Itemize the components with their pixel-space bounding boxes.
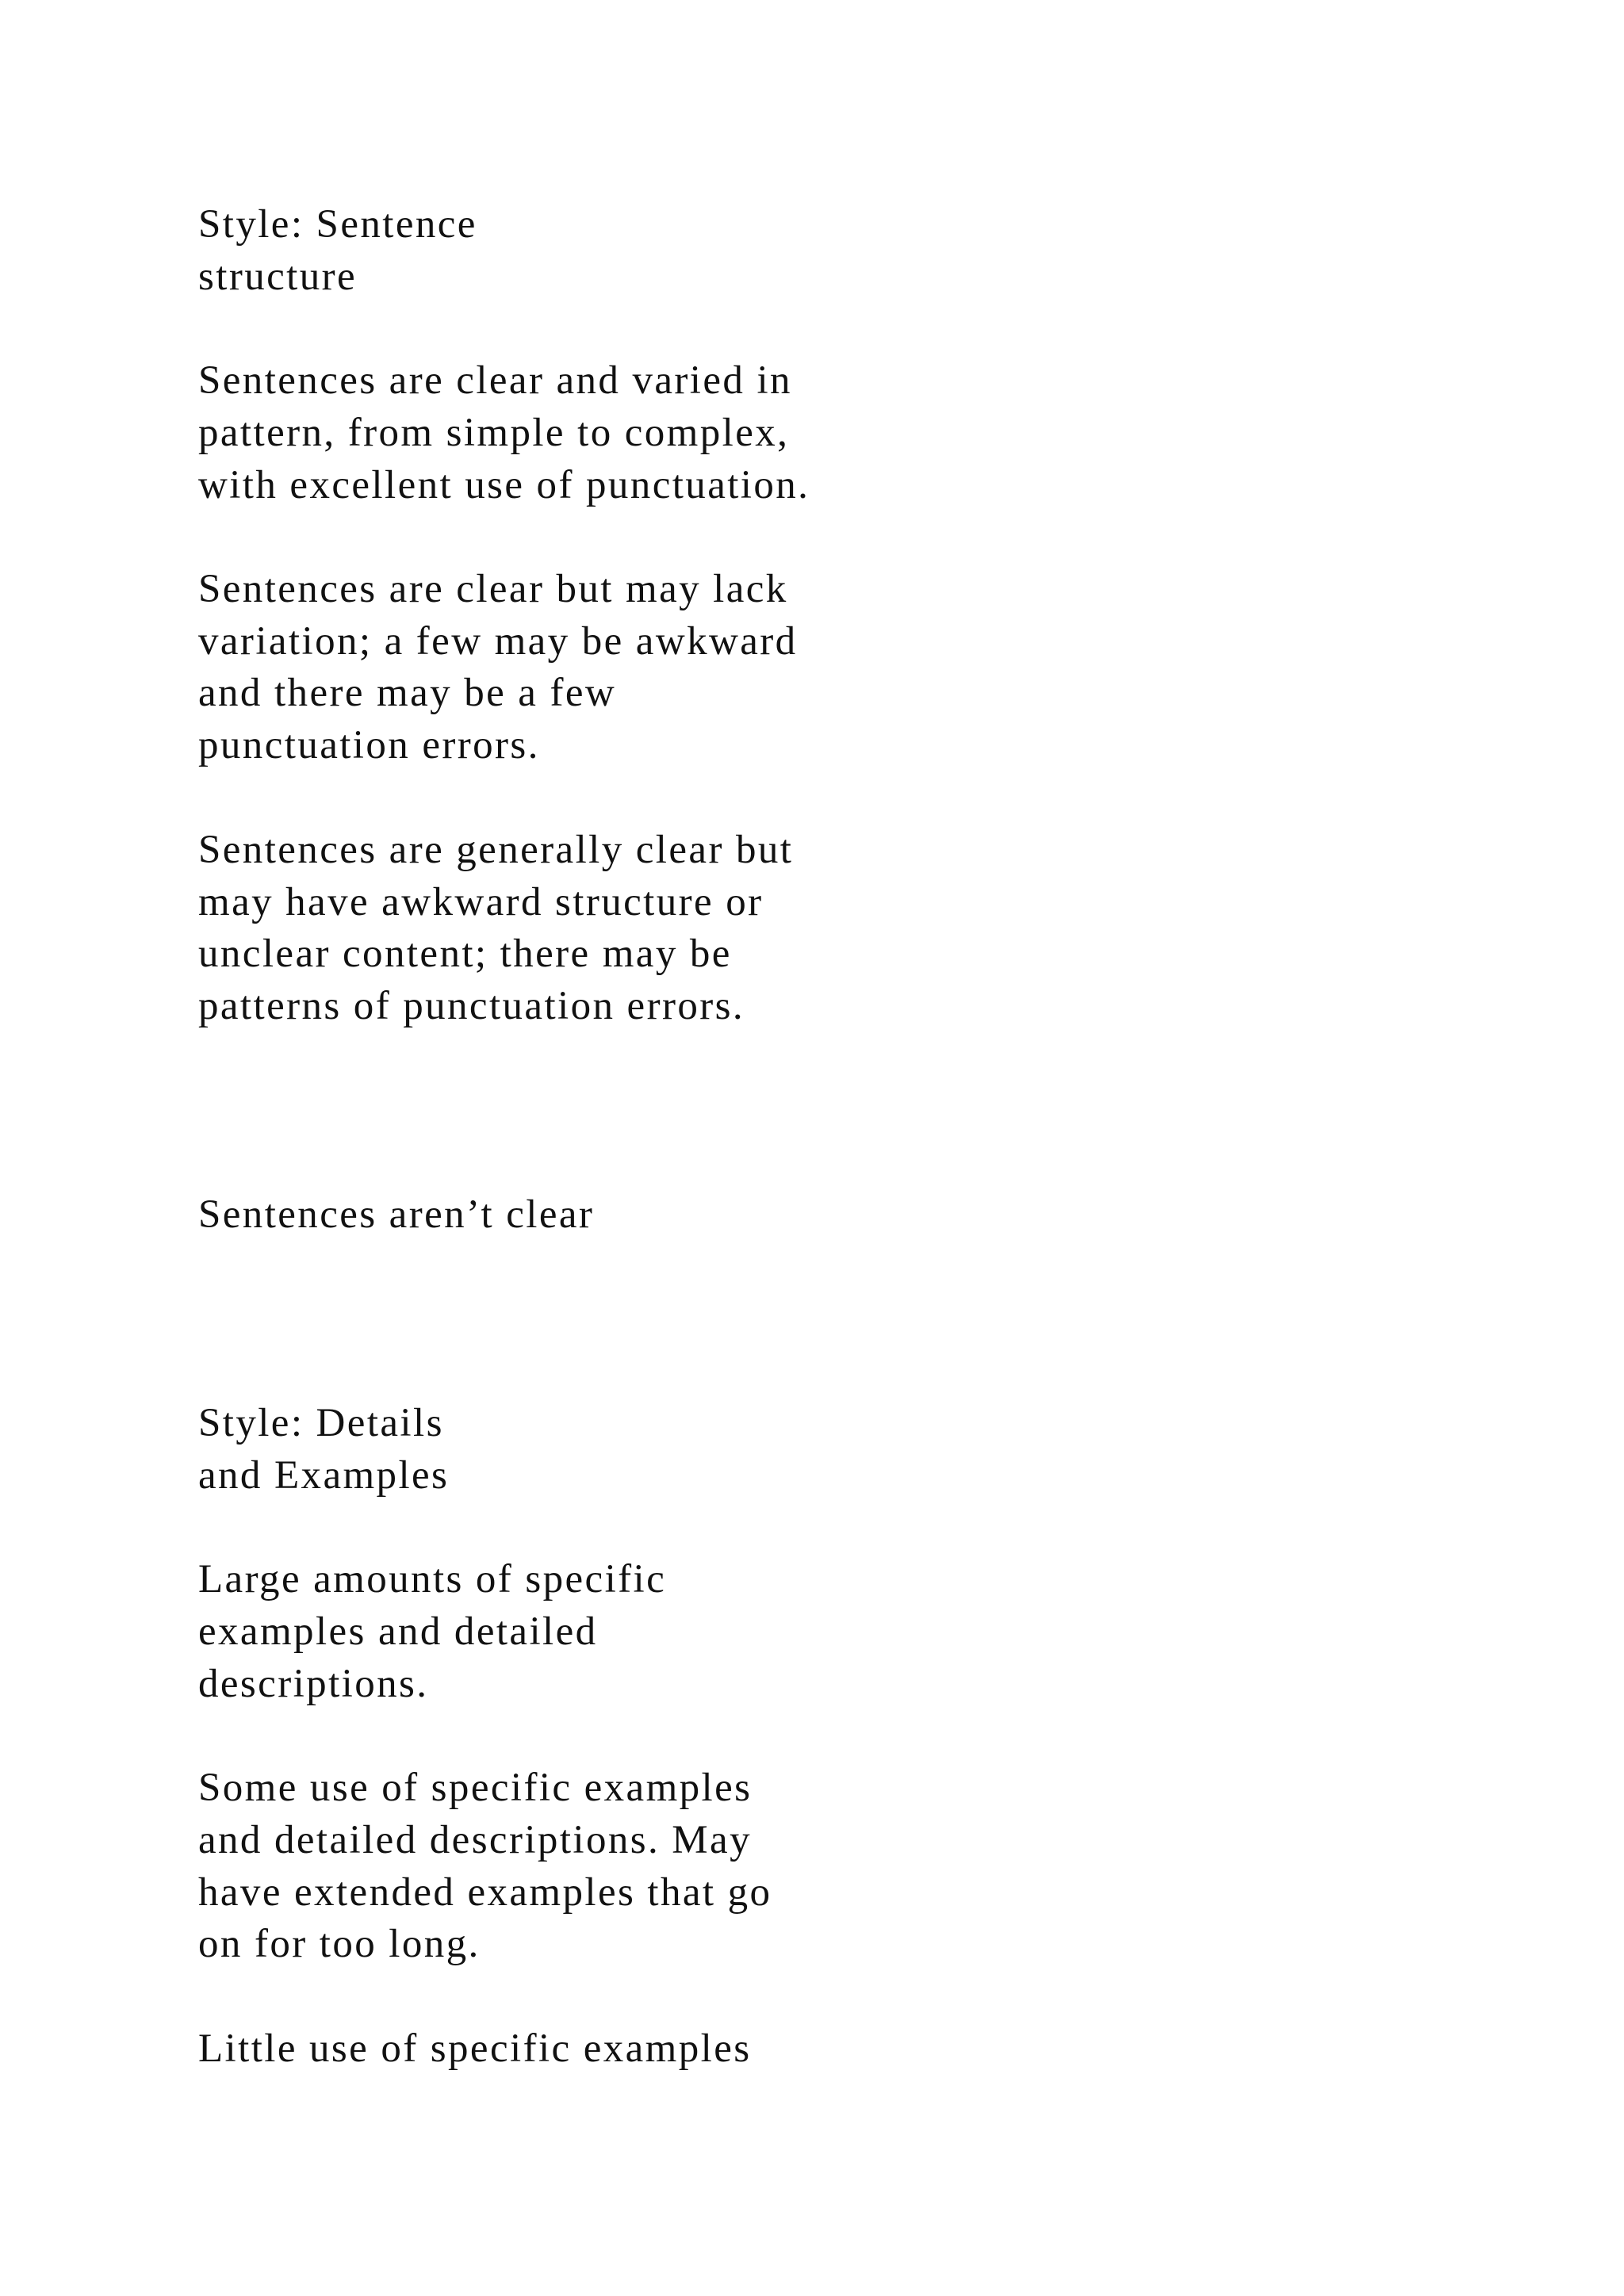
section-heading-details-examples-line-2: and Examples — [198, 1453, 450, 1498]
criterion-text-line: with excellent use of punctuation. — [198, 463, 810, 507]
criterion-text-line: patterns of punctuation errors. — [198, 984, 745, 1028]
section-heading-details-examples-line-1: Style: Details — [198, 1401, 444, 1445]
criterion-text-line: on for too long. — [198, 1922, 481, 1966]
criterion-text-line: Sentences are clear and varied in — [198, 358, 792, 403]
criterion-text-line: variation; a few may be awkward — [198, 619, 798, 664]
criterion-text-line: may have awkward structure or — [198, 880, 764, 924]
criterion-text-line: have extended examples that go — [198, 1870, 772, 1915]
criterion-text-line: Some use of specific examples — [198, 1766, 753, 1810]
section-heading-sentence-structure-line-2: structure — [198, 254, 358, 299]
criterion-text-line: Sentences are generally clear but — [198, 828, 794, 872]
criterion-text-line: Little use of specific examples — [198, 2026, 752, 2071]
criterion-text-line: Sentences are clear but may lack — [198, 567, 788, 611]
criterion-text-line: examples and detailed — [198, 1609, 598, 1654]
criterion-text-line: and detailed descriptions. May — [198, 1818, 752, 1862]
criterion-text-line: unclear content; there may be — [198, 932, 732, 976]
criterion-text-line: punctuation errors. — [198, 723, 540, 767]
section-heading-sentence-structure-line-1: Style: Sentence — [198, 202, 477, 247]
criterion-text-line: Large amounts of specific — [198, 1557, 667, 1601]
criterion-text-line: Sentences aren’t clear — [198, 1192, 595, 1237]
criterion-text-line: and there may be a few — [198, 671, 617, 715]
criterion-text-line: pattern, from simple to complex, — [198, 411, 790, 455]
criterion-text-line: descriptions. — [198, 1662, 429, 1706]
